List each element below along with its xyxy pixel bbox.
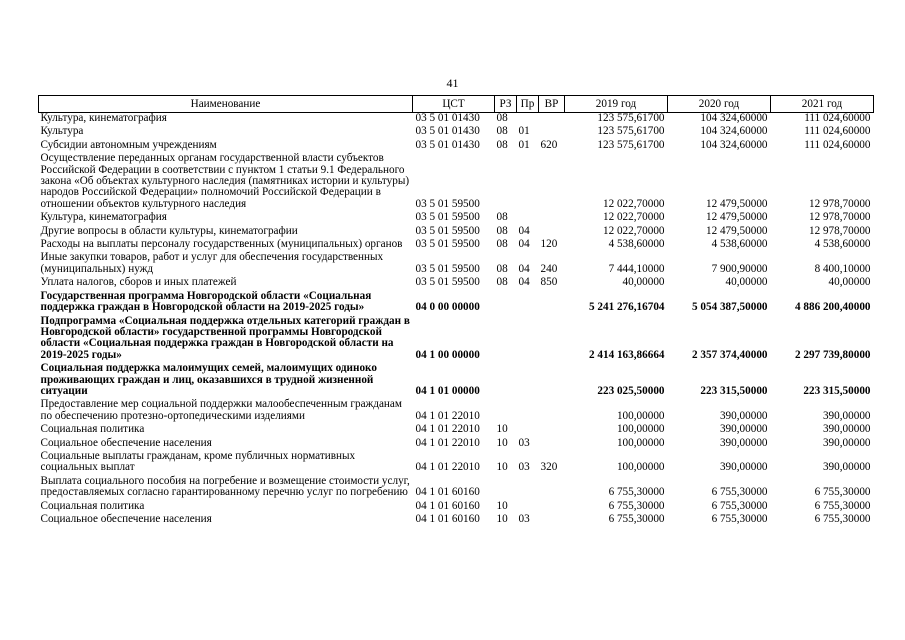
cell-2021: 111 024,60000 xyxy=(804,125,871,138)
cell-rz: 08 xyxy=(496,138,508,151)
cell-2019: 2 414 163,86664 xyxy=(588,348,665,361)
header-cst: ЦСТ xyxy=(413,96,495,113)
cell-2021: 6 755,30000 xyxy=(814,513,871,525)
cell-pr: 01 xyxy=(518,138,530,151)
cell-2020: 390,00000 xyxy=(719,423,768,436)
cell-2020: 6 755,30000 xyxy=(711,499,768,512)
cell-cst: 04 1 01 60160 xyxy=(415,486,480,499)
cell-vr xyxy=(539,398,565,423)
cell-vr xyxy=(539,211,565,224)
cell-name: Подпрограмма «Социальная поддержка отдельных категорий граждан в Новгородской области» государственной программы Новгородской области «Социальная поддержка граждан в Новгородской области на 2019-2025 годы» xyxy=(40,314,410,361)
cell-cst: 03 5 01 59500 xyxy=(415,262,480,275)
cell-2021: 6 755,30000 xyxy=(814,486,871,499)
cell-rz xyxy=(495,152,517,211)
page-number: 41 xyxy=(446,76,459,90)
header-2020: 2020 год xyxy=(668,96,771,113)
cell-pr xyxy=(517,113,539,126)
cell-2021: 12 978,70000 xyxy=(808,211,871,224)
cell-rz: 10 xyxy=(496,499,508,512)
cell-pr: 04 xyxy=(518,262,530,275)
header-pr: Пр xyxy=(517,96,539,113)
table-row xyxy=(39,125,874,138)
table-row xyxy=(39,211,874,224)
cell-pr: 04 xyxy=(518,276,530,289)
cell-name: Субсидии автономным учреждениям xyxy=(40,138,217,151)
cell-2019: 223 025,50000 xyxy=(597,384,665,397)
cell-rz: 10 xyxy=(496,423,508,436)
cell-rz: 08 xyxy=(496,238,508,251)
cell-rz: 08 xyxy=(496,125,508,138)
cell-rz xyxy=(495,315,517,363)
cell-pr: 04 xyxy=(518,238,530,251)
cell-2019: 100,00000 xyxy=(616,409,665,422)
cell-name: Осуществление переданных органам государственной власти субъектов Российской Федерации в соответствии с пунктом 1 статьи 9.1 Федерального закона «Об объектах культурного наследия (памятниках истории и культуры) народов Российской Федерации» полномочий Российской Федерации в отношении объектов культурного наследия xyxy=(40,152,410,210)
cell-2019: 4 538,60000 xyxy=(608,238,665,251)
cell-rz xyxy=(495,362,517,398)
table-row xyxy=(39,437,874,450)
table-row xyxy=(39,398,874,423)
cell-cst: 04 0 00 00000 xyxy=(415,301,480,314)
cell-2020: 2 357 374,40000 xyxy=(691,348,768,361)
cell-2021: 111 024,60000 xyxy=(804,112,871,124)
cell-name: Социальная политика xyxy=(40,423,145,436)
header-2019: 2019 год xyxy=(565,96,668,113)
cell-2021: 40,00000 xyxy=(828,276,871,289)
cell-2020: 12 479,50000 xyxy=(705,224,768,237)
cell-2021: 223 315,50000 xyxy=(803,384,871,397)
cell-vr xyxy=(539,152,565,211)
table-row xyxy=(39,423,874,436)
cell-rz: 08 xyxy=(496,262,508,275)
cell-2020: 390,00000 xyxy=(719,461,768,474)
cell-2021: 111 024,60000 xyxy=(804,138,871,151)
cell-vr xyxy=(539,113,565,126)
cell-pr xyxy=(517,290,539,315)
cell-vr xyxy=(539,423,565,436)
cell-rz: 08 xyxy=(496,276,508,289)
cell-vr: 620 xyxy=(540,138,558,151)
table-row xyxy=(39,475,874,500)
cell-2019: 12 022,70000 xyxy=(602,224,665,237)
cell-2020: 5 054 387,50000 xyxy=(691,301,768,314)
cell-pr: 04 xyxy=(518,224,530,237)
cell-cst: 03 5 01 59500 xyxy=(415,224,480,237)
cell-2019: 6 755,30000 xyxy=(608,486,665,499)
table-row xyxy=(39,362,874,398)
cell-name: Уплата налогов, сборов и иных платежей xyxy=(40,276,237,289)
cell-cst: 04 1 01 22010 xyxy=(415,409,480,422)
table-row xyxy=(39,290,874,315)
cell-rz xyxy=(495,475,517,500)
cell-name: Социальное обеспечение населения xyxy=(40,513,212,525)
cell-2019: 7 444,10000 xyxy=(608,262,665,275)
cell-2020: 104 324,60000 xyxy=(700,112,768,124)
cell-vr: 240 xyxy=(540,262,558,275)
cell-2019: 40,00000 xyxy=(622,276,665,289)
cell-2020: 7 900,90000 xyxy=(711,262,768,275)
cell-cst: 04 1 01 00000 xyxy=(415,384,480,397)
cell-name: Расходы на выплаты персоналу государственных (муниципальных) органов xyxy=(40,238,403,251)
cell-cst: 03 5 01 59500 xyxy=(415,238,480,251)
cell-name: Социальная политика xyxy=(40,499,145,512)
cell-2020: 12 479,50000 xyxy=(705,211,768,224)
cell-pr xyxy=(517,211,539,224)
cell-pr xyxy=(517,152,539,211)
cell-vr xyxy=(539,362,565,398)
cell-rz: 08 xyxy=(496,224,508,237)
cell-2020: 6 755,30000 xyxy=(711,486,768,499)
cell-2020: 6 755,30000 xyxy=(711,513,768,525)
cell-2021: 390,00000 xyxy=(822,409,871,422)
table-row xyxy=(39,276,874,289)
cell-name: Государственная программа Новгородской области «Социальная поддержка граждан в Новгородской области на 2019-2025 годы» xyxy=(40,289,372,314)
cell-2019: 12 022,70000 xyxy=(602,197,665,210)
cell-name: Иные закупки товаров, работ и услуг для обеспечения государственных (муниципальных) нужд xyxy=(40,251,384,275)
cell-pr xyxy=(517,362,539,398)
cell-2020: 4 538,60000 xyxy=(711,238,768,251)
cell-rz xyxy=(495,290,517,315)
cell-rz: 10 xyxy=(496,513,508,525)
cell-2020: 104 324,60000 xyxy=(700,125,768,138)
cell-2020: 390,00000 xyxy=(719,409,768,422)
cell-2020: 223 315,50000 xyxy=(700,384,768,397)
cell-vr xyxy=(539,437,565,450)
table-row xyxy=(39,450,874,475)
cell-vr xyxy=(539,225,565,238)
cell-2019: 5 241 276,16704 xyxy=(588,301,665,314)
cell-2019: 12 022,70000 xyxy=(602,211,665,224)
cell-rz xyxy=(495,398,517,423)
cell-name: Предоставление мер социальной поддержки малообеспеченным гражданам по обеспечению протезно-ортопедическими изделиями xyxy=(40,398,402,422)
cell-2020: 104 324,60000 xyxy=(700,138,768,151)
cell-2021: 390,00000 xyxy=(822,423,871,436)
cell-2019: 123 575,61700 xyxy=(597,112,665,124)
cell-2021: 4 886 200,40000 xyxy=(794,301,871,314)
cell-rz: 10 xyxy=(496,436,508,449)
cell-pr: 01 xyxy=(518,125,530,138)
cell-2019: 6 755,30000 xyxy=(608,499,665,512)
cell-2019: 6 755,30000 xyxy=(608,513,665,525)
cell-vr xyxy=(539,475,565,500)
cell-cst: 04 1 00 00000 xyxy=(415,348,480,361)
cell-vr xyxy=(539,315,565,363)
cell-name: Другие вопросы в области культуры, кинематографии xyxy=(40,224,298,237)
cell-pr: 03 xyxy=(518,461,530,474)
cell-name: Выплата социального пособия на погребение и возмещение стоимости услуг, предоставляемых согласно гарантированному перечню услуг по погребению xyxy=(40,474,410,499)
table-row xyxy=(39,513,874,526)
cell-2021: 6 755,30000 xyxy=(814,499,871,512)
cell-2019: 100,00000 xyxy=(616,423,665,436)
cell-2020: 40,00000 xyxy=(725,276,768,289)
cell-2021: 2 297 739,80000 xyxy=(794,348,871,361)
cell-pr xyxy=(517,398,539,423)
cell-cst: 03 5 01 01430 xyxy=(415,138,480,151)
table-row xyxy=(39,139,874,152)
header-2021: 2021 год xyxy=(771,96,874,113)
cell-2021: 390,00000 xyxy=(822,461,871,474)
cell-pr xyxy=(517,315,539,363)
table-row xyxy=(39,500,874,513)
header-rz: РЗ xyxy=(495,96,517,113)
cell-name: Социальные выплаты гражданам, кроме публичных нормативных социальных выплат xyxy=(40,449,356,474)
cell-vr: 320 xyxy=(540,461,558,474)
cell-cst: 03 5 01 01430 xyxy=(415,125,480,138)
cell-cst: 04 1 01 60160 xyxy=(415,499,480,512)
cell-pr xyxy=(517,475,539,500)
cell-2021: 8 400,10000 xyxy=(814,262,871,275)
table-row xyxy=(39,238,874,251)
cell-vr xyxy=(539,290,565,315)
cell-name: Социальная поддержка малоимущих семей, малоимущих одиноко проживающих граждан и лиц, оказавшихся в трудной жизненной ситуации xyxy=(40,362,377,397)
cell-2019: 100,00000 xyxy=(616,436,665,449)
table-row xyxy=(39,113,874,126)
cell-cst: 04 1 01 22010 xyxy=(415,461,480,474)
cell-pr: 03 xyxy=(518,513,530,525)
cell-2021: 4 538,60000 xyxy=(814,238,871,251)
header-vr: ВР xyxy=(539,96,565,113)
cell-pr xyxy=(517,423,539,436)
cell-cst: 03 5 01 59500 xyxy=(415,276,480,289)
cell-rz: 08 xyxy=(496,112,508,124)
header-name: Наименование xyxy=(39,96,413,113)
cell-name: Культура, кинематография xyxy=(40,211,167,224)
cell-cst: 03 5 01 01430 xyxy=(415,112,480,124)
cell-name: Социальное обеспечение населения xyxy=(40,436,212,449)
cell-name: Культура, кинематография xyxy=(40,112,167,124)
budget-table xyxy=(38,95,874,526)
cell-2019: 100,00000 xyxy=(616,461,665,474)
cell-2021: 12 978,70000 xyxy=(808,197,871,210)
cell-cst: 03 5 01 59500 xyxy=(415,211,480,224)
table-row xyxy=(39,251,874,276)
cell-2020: 390,00000 xyxy=(719,436,768,449)
cell-2019: 123 575,61700 xyxy=(597,125,665,138)
cell-cst: 04 1 01 22010 xyxy=(415,423,480,436)
cell-vr: 850 xyxy=(540,276,558,289)
table-row xyxy=(39,315,874,363)
cell-vr xyxy=(539,513,565,526)
cell-vr: 120 xyxy=(540,238,558,251)
cell-cst: 04 1 01 22010 xyxy=(415,436,480,449)
cell-cst: 03 5 01 59500 xyxy=(415,197,480,210)
table-row xyxy=(39,152,874,211)
cell-2021: 12 978,70000 xyxy=(808,224,871,237)
cell-rz: 10 xyxy=(496,461,508,474)
cell-name: Культура xyxy=(40,125,84,138)
cell-pr: 03 xyxy=(518,436,530,449)
cell-pr xyxy=(517,500,539,513)
cell-vr xyxy=(539,500,565,513)
cell-cst: 04 1 01 60160 xyxy=(415,513,480,525)
cell-rz: 08 xyxy=(496,211,508,224)
cell-2020: 12 479,50000 xyxy=(705,197,768,210)
table-header xyxy=(39,96,874,113)
cell-2021: 390,00000 xyxy=(822,436,871,449)
cell-2019: 123 575,61700 xyxy=(597,138,665,151)
cell-vr xyxy=(539,125,565,138)
table-row xyxy=(39,225,874,238)
